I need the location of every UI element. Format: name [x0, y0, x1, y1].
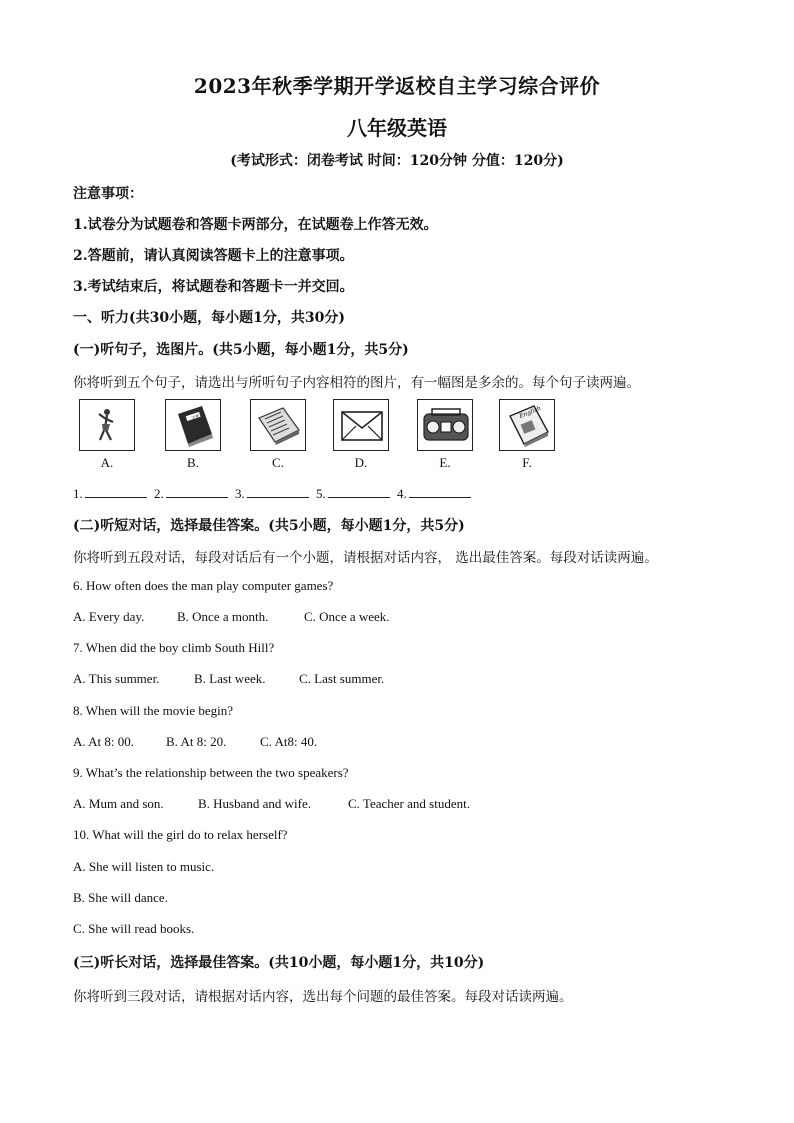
- question-options: [73, 671, 384, 687]
- svg-text:English: English: [518, 404, 543, 420]
- picture-label: D.: [354, 455, 368, 470]
- blank-number: 4.: [397, 486, 407, 501]
- instruction-2: 你将听到五段对话，每段对话后有一个小题，请根据对话内容， 选出最佳答案。每段对话读两遍。: [73, 550, 658, 566]
- note-item: 3.考试结束后，将试题卷和答题卡一并交回。: [73, 279, 354, 295]
- option[interactable]: C. Teacher and student.: [348, 796, 470, 811]
- dictionary-icon: [165, 399, 221, 451]
- question-text: 8. When will the movie begin?: [73, 703, 234, 718]
- dancer-icon: [79, 399, 135, 451]
- option[interactable]: C. At8: 40.: [260, 734, 318, 749]
- radio-icon: [417, 399, 473, 451]
- picture-label: A.: [100, 455, 114, 470]
- question-options: [73, 734, 317, 750]
- option[interactable]: A. At 8: 00.: [73, 734, 135, 749]
- picture-label: C.: [272, 455, 284, 470]
- exam-info: (考试形式：闭卷考试 时间：120分钟 分值：120分): [230, 153, 564, 169]
- question-text: 10. What will the girl do to relax herself?: [73, 827, 288, 842]
- answer-blank[interactable]: [328, 485, 390, 498]
- envelope-icon: [333, 399, 389, 451]
- picture-options: [79, 399, 559, 474]
- page-subtitle: 八年级英语: [347, 116, 447, 140]
- instruction-3: 你将听到三段对话，请根据对话内容，选出每个问题的最佳答案。每段对话读两遍。: [73, 989, 573, 1005]
- option[interactable]: A. Every day.: [73, 609, 145, 624]
- page-title: 2023年秋季学期开学返校自主学习综合评价: [193, 74, 601, 98]
- blank-number: 2.: [154, 486, 164, 501]
- option[interactable]: A. She will listen to music.: [73, 859, 215, 874]
- answer-blanks: [73, 485, 475, 502]
- blank-number: 1.: [73, 486, 83, 501]
- option[interactable]: B. Once a month.: [177, 609, 269, 624]
- notes-heading: 注意事项：: [73, 186, 143, 202]
- note-item: 1.试卷分为试题卷和答题卡两部分，在试题卷上作答无效。: [73, 217, 438, 233]
- question-options: [73, 609, 390, 625]
- picture-label: F.: [522, 455, 532, 470]
- option[interactable]: C. She will read books.: [73, 921, 195, 936]
- section-heading-listening: 一、听力(共30小题，每小题1分，共30分): [73, 310, 345, 326]
- question-options: [73, 796, 470, 812]
- newspaper-icon: [250, 399, 306, 451]
- answer-blank[interactable]: [85, 485, 147, 498]
- blank-number: 5.: [316, 486, 326, 501]
- option[interactable]: C. Last summer.: [299, 671, 385, 686]
- answer-blank[interactable]: [166, 485, 228, 498]
- picture-label: E.: [439, 455, 451, 470]
- blank-number: 3.: [235, 486, 245, 501]
- subsection-heading-3: (三)听长对话，选择最佳答案。(共10小题，每小题1分，共10分): [73, 955, 485, 971]
- instruction-1: 你将听到五个句子，请选出与所听句子内容相符的图片，有一幅图是多余的。每个句子读两遍。: [73, 375, 640, 391]
- question-text: 9. What’s the relationship between the two speakers?: [73, 765, 349, 780]
- question-text: 6. How often does the man play computer games?: [73, 578, 334, 593]
- option[interactable]: A. This summer.: [73, 671, 160, 686]
- answer-blank[interactable]: [409, 485, 471, 498]
- option[interactable]: B. Last week.: [194, 671, 266, 686]
- option[interactable]: C. Once a week.: [304, 609, 390, 624]
- english-book-icon: [499, 399, 555, 451]
- option[interactable]: B. At 8: 20.: [166, 734, 227, 749]
- subsection-heading-1: (一)听句子，选图片。(共5小题，每小题1分，共5分): [73, 342, 409, 358]
- option[interactable]: A. Mum and son.: [73, 796, 164, 811]
- picture-label: B.: [187, 455, 199, 470]
- note-item: 2.答题前，请认真阅读答题卡上的注意事项。: [73, 248, 354, 264]
- option[interactable]: B. She will dance.: [73, 890, 168, 905]
- answer-blank[interactable]: [247, 485, 309, 498]
- question-text: 7. When did the boy climb South Hill?: [73, 640, 275, 655]
- option[interactable]: B. Husband and wife.: [198, 796, 312, 811]
- subsection-heading-2: (二)听短对话，选择最佳答案。(共5小题，每小题1分，共5分): [73, 518, 465, 534]
- svg-text:字典: 字典: [190, 413, 200, 421]
